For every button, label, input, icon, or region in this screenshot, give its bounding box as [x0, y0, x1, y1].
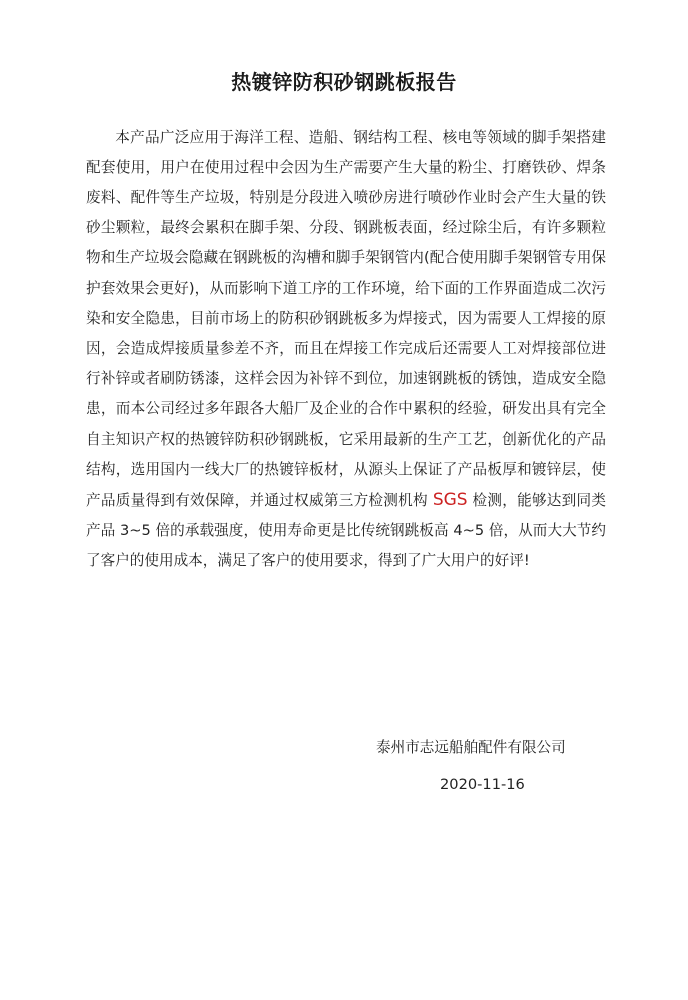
document-date: 2020-11-16 [440, 776, 525, 793]
company-signature: 泰州市志远船舶配件有限公司 [376, 739, 566, 756]
document-title: 热镀锌防积砂钢跳板报告 [231, 70, 457, 94]
sgs-highlight: SGS [432, 490, 468, 511]
body-text-part-1: 本产品广泛应用于海洋工程、造船、钢结构工程、核电等领域的脚手架搭建配套使用，用户在使用过程中会因为生产需要产生大量的粉尘、打磨铁砂、焊条废料、配件等生产垃圾，特别是分段进入喷砂房进行喷砂作业时会产生大量的铁砂尘颗粒，最终会累积在脚手架、分段、钢跳板表面，经过除尘后，有许多颗粒物和生产垃圾会隐藏在钢跳板的沟槽和脚手架钢管内(配合使用脚手架钢管专用保护套效果会更好)，从而影响下道工序的工作环境，给下面的工作界面造成二次污染和安全隐患，目前市场上的防积砂钢跳板多为焊接式，因为需要人工焊接的原因，会造成焊接质量参差不齐，而且在焊接工作完成后还需要人工对焊接部位进行补锌或者刷防锈漆，这样会因为补锌不到位，加速钢跳板的锈蚀，造成安全隐患，而本公司经过多年跟各大船厂及企业的合作中累积的经验，研发出具有完全自主知识产权的热镀锌防积砂钢跳板，它采用最新的生产工艺，创新优化的产品结构，选用国内一线大厂的热镀锌板材，从源头上保证了产品板厚和镀锌层，使产品质量得到有效保障，并通过权威第三方检测机构 [86, 128, 606, 510]
document-body [86, 123, 606, 577]
body-text-part-2: 检测，能够达到同类产品 3~5 倍的承载强度，使用寿命更是比传统钢跳板高 4~5 倍，从而大大节约了客户的使用成本，满足了客户的使用要求，得到了广大用户的好评! [86, 492, 606, 570]
